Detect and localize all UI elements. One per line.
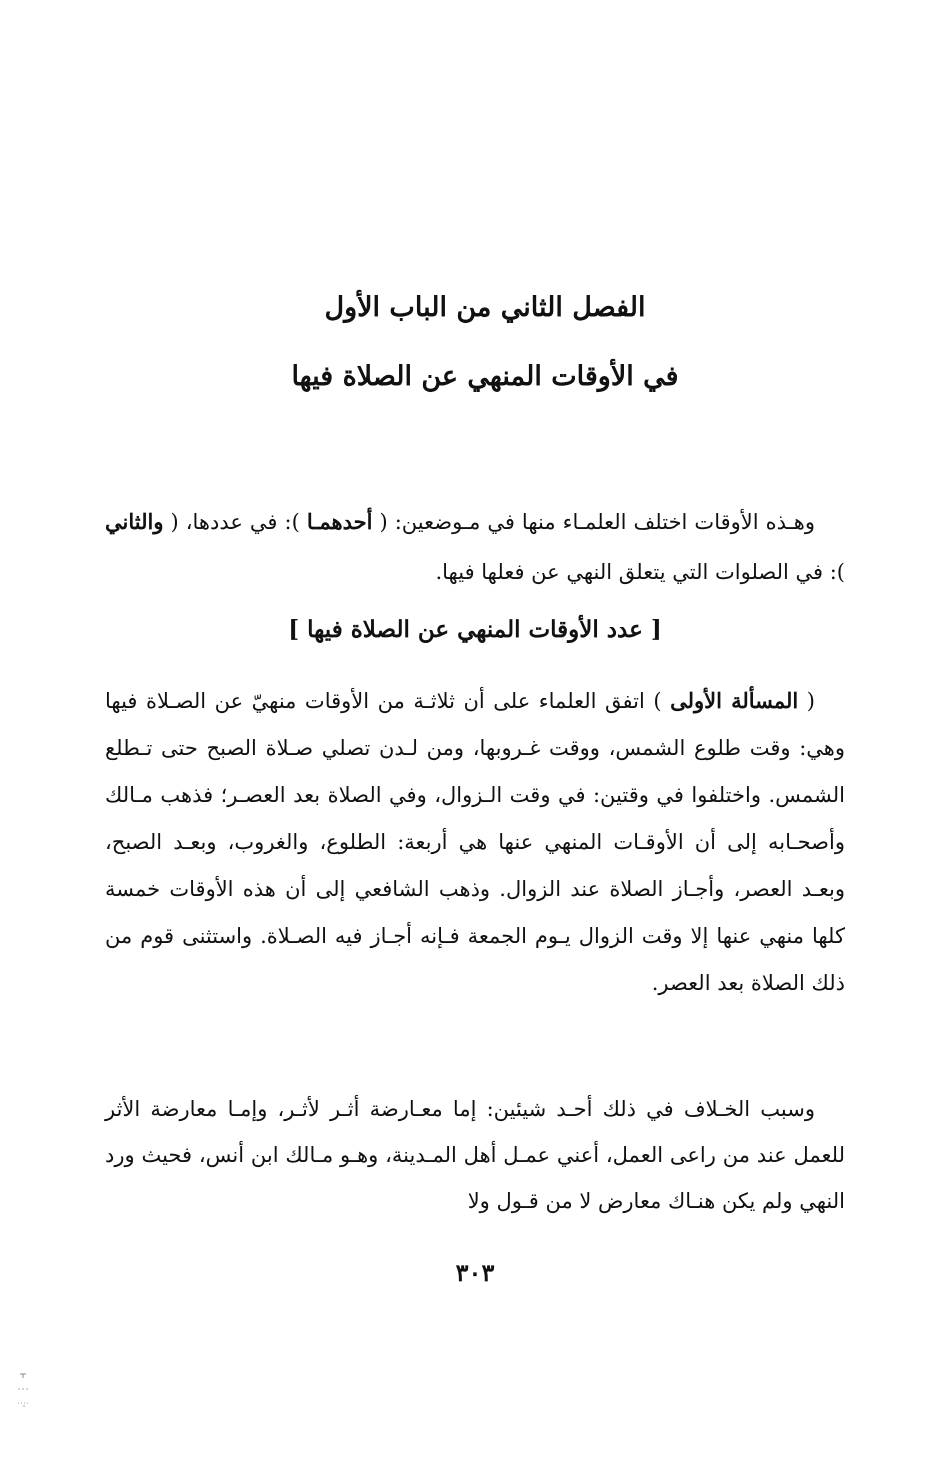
intro-text-a: وهـذه الأوقات اختلف العلمـاء منها في مـوضعين: ( [379,510,816,534]
section-heading: [ عدد الأوقات المنهي عن الصلاة فيها ] [288,616,662,643]
chapter-title: الفصل الثاني من الباب الأول [324,292,646,323]
paragraph1-open-bracket: ( [806,689,815,713]
chapter-subtitle: في الأوقات المنهي عن الصلاة فيها [291,361,679,392]
paragraph1-keyword: المسألة الأولى [670,688,799,713]
intro-paragraph [105,497,845,597]
scan-margin-mark [14,1370,36,1410]
intro-text-c: ): في الصلوات التي يتعلق النهي عن فعلها فيها. [435,560,845,584]
disagreement-cause-paragraph [105,1086,845,1224]
intro-text-b: ): في عددها، ( [170,510,300,534]
intro-keyword-first: أحدهمـا [306,509,373,534]
paragraph1-text: ) اتفق العلماء على أن ثلاثـة من الأوقات منهيّ عن الصـلاة فيها وهي: وقت طلوع الشمس، ووقت غـروبها، ومن لـدن تصلي صـلاة الصبح حتى تـطلع الشمس. واختلفوا في وقتين: في وقت الـزوال، وفي الصلاة بعد العصـر؛ فذهب مـالك وأصحـابه إلى أن الأوقـات المنهي عنها هي أربعة: الطلوع، والغروب، وبعـد الصبح، وبعـد العصر، وأجـاز الصلاة عند الزوال. وذهب الشافعي إلى أن هذه الأوقات خمسة كلها منهي عنها إلا وقت الزوال يـوم الجمعة فـإنه أجـاز فيه الصـلاة. واستثنى قوم من ذلك الصلاة بعد العصر. [105,689,845,995]
first-question-paragraph [105,677,845,1007]
page-number: ٣٠٣ [455,1258,495,1287]
intro-keyword-second: والثاني [105,509,164,534]
paragraph2-text: وسبب الخـلاف في ذلك أحـد شيئين: إما معـارضة أثـر لأثـر، وإمـا معارضة الأثر للعمل عند من راعى العمل، أعني عمـل أهل المـدينة، وهـو مـالك ابن أنس، فحيث ورد النهي ولم يكن هنـاك معارض لا من قـول ولا [105,1097,845,1213]
